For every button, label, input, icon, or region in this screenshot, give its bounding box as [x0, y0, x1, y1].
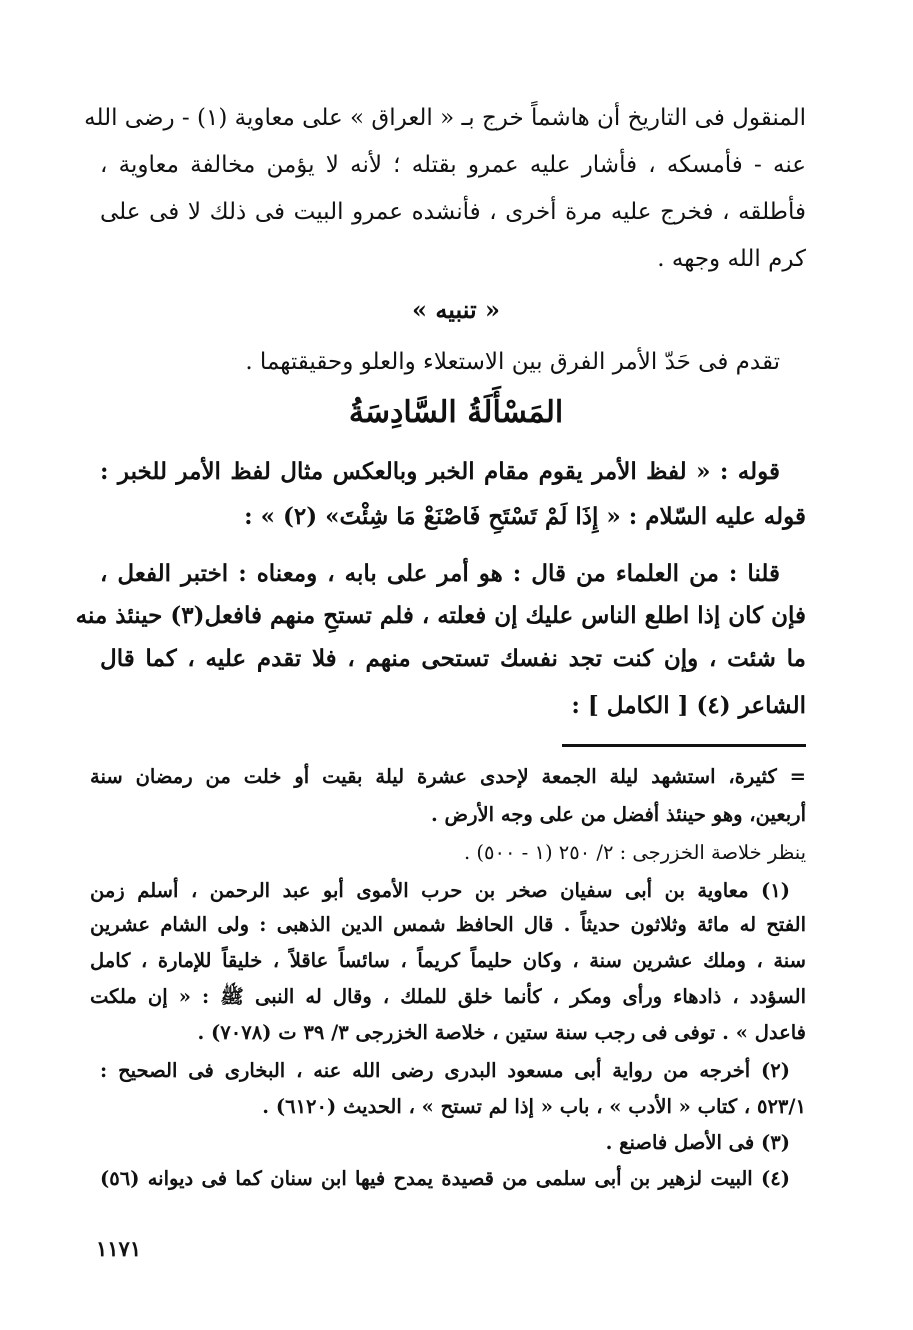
footnote-continuation-line-1: = كثيرة، استشهد ليلة الجمعة لإحدى عشرة ليلة بقيت أو خلت من رمضان سنة: [90, 765, 806, 788]
footnote-1-line-5: فاعدل » . توفى فى رجب سنة ستين ، خلاصة الخزرجى ٣/ ٣٩ ت (٧٠٧٨) .: [197, 1021, 806, 1044]
footnote-1-line-2: الفتح له مائة وثلاثون حديثاً . قال الحافظ شمس الدين الذهبى : ولى الشام عشرين: [90, 913, 806, 936]
answer-line-1: قلنا : من العلماء من قال : هو أمر على بابه ، ومعناه : اختبر الفعل ،: [100, 560, 780, 587]
footnote-1-line-4: السؤدد ، ذادهاء ورأى ومكر ، كأنما خلق للملك ، وقال له النبى ﷺ : « إن ملكت: [90, 985, 806, 1008]
footnote-1-line-3: سنة ، وملك عشرين سنة ، وكان حليماً كريماً ، سائساً عاقلاً ، خليقاً للإمارة ، كامل: [90, 949, 806, 972]
body-line-4: كرم الله وجهه .: [657, 246, 806, 272]
footnote-1-line-1: (١) معاوية بن أبى سفيان صخر بن حرب الأموى أبو عبد الرحمن ، أسلم زمن: [90, 879, 790, 902]
footnote-continuation-line-2: أربعين، وهو حينئذ أفضل من على وجه الأرض .: [430, 803, 806, 826]
body-line-3: فأطلقه ، فخرج عليه مرة أخرى ، فأنشده عمرو البيت فى ذلك لا فى على: [100, 199, 806, 225]
quote-line-1: قوله : « لفظ الأمر يقوم مقام الخبر وبالعكس مثال لفظ الأمر للخبر :: [100, 458, 781, 485]
footnote-2-line-1: (٢) أخرجه من رواية أبى مسعود البدرى رضى الله عنه ، البخارى فى الصحيح :: [100, 1059, 790, 1082]
answer-line-2: فإن كان إذا اطلع الناس عليك إن فعلته ، فلم تستحِ منهم فافعل(٣) حينئذ منه: [75, 602, 806, 629]
footnote-4: (٤) البيت لزهير بن أبى سلمى من قصيدة يمدح فيها ابن سنان كما فى ديوانه (٥٦): [100, 1167, 790, 1190]
body-line-1: المنقول فى التاريخ أن هاشماً خرج بـ « العراق » على معاوية (١) - رضى الله: [84, 105, 806, 131]
quote-line-2: قوله عليه السّلام : « إِذَا لَمْ تَسْتَحِ فَاصْنَعْ مَا شِئْتَ» (٢) » :: [244, 503, 806, 530]
footnote-2-line-2: ٥٢٣/١ ، كتاب « الأدب » ، باب « إذا لم تستح » ، الحديث (٦١٢٠) .: [262, 1095, 806, 1118]
answer-line-4: الشاعر (٤) [ الكامل ] :: [571, 692, 806, 719]
note-heading: « تنبيه »: [412, 295, 500, 324]
footnote-continuation-line-3: ينظر خلاصة الخزرجى : ٢/ ٢٥٠ (١ - ٥٠٠) .: [464, 841, 806, 864]
footnote-separator: [562, 744, 806, 747]
note-line: تقدم فى حَدّ الأمر الفرق بين الاستعلاء والعلو وحقيقتهما .: [245, 349, 780, 375]
section-title: المَسْأَلَةُ السَّادِسَةُ: [348, 395, 564, 430]
footnote-3: (٣) فى الأصل فاصنع .: [605, 1131, 790, 1154]
answer-line-3: ما شئت ، وإن كنت تجد نفسك تستحى منهم ، فلا تقدم عليه ، كما قال: [100, 645, 806, 672]
body-line-2: عنه - فأمسكه ، فأشار عليه عمرو بقتله ؛ لأنه لا يؤمن مخالفة معاوية ،: [100, 152, 806, 178]
page-number: ١١٧١: [96, 1236, 142, 1261]
